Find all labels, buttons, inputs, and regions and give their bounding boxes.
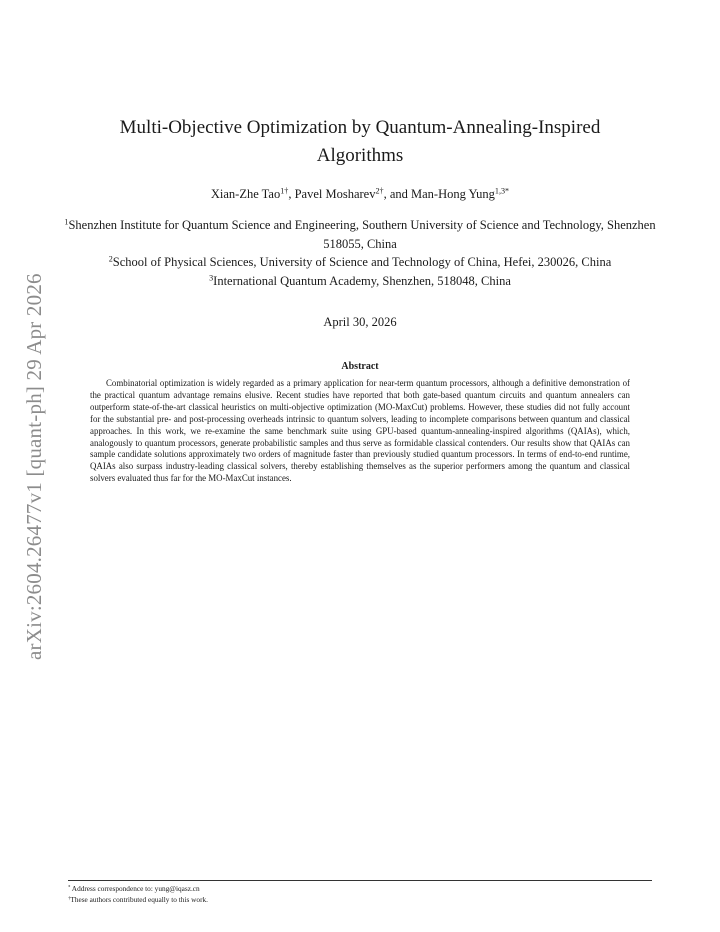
affiliation-text: Shenzhen Institute for Quantum Science and Engineering, Southern University of Science and Technology, Shenzhen 518055, China — [68, 218, 656, 251]
abstract-body: Combinatorial optimization is widely regarded as a primary application for near-term quantum processors, although a definitive demonstration of the practical quantum advantage remains elusive. Recent studies have reported that both gate-based quantum circuits and quantum annealers can outperform state-of-the-art classical heuristics on multi-objective optimization (MO-MaxCut) problems. However, these studies did not fully account for the substantial pre- and post-processing overheads intrinsic to quantum solvers, leading to incomplete comparisons between quantum and classical approaches. In this work, we re-examine the same benchmark suite using GPU-based quantum-annealing-inspired algorithms (QAIAs), which, analogously to quantum processors, generate probabilistic samples and thus serve as formidable classical contenders. Our results show that QAIAs can sample candidate solutions approximately two orders of magnitude faster than previously studied quantum processors. In terms of end-to-end runtime, QAIAs also surpass industry-leading classical solvers, thereby establishing themselves as the superior performers among the quantum and classical solvers evaluated thus far for the MO-MaxCut instances. — [90, 378, 630, 484]
author-affiliation-mark: 1,3* — [494, 186, 510, 196]
footnote-item — [68, 895, 652, 906]
arxiv-identifier-stamp: arXiv:2604.26477v1 [quant-ph] 29 Apr 2026 — [21, 273, 46, 660]
footnote-mark: † — [68, 895, 71, 901]
abstract-heading: Abstract — [341, 361, 379, 372]
paper-title: Multi-Objective Optimization by Quantum-Annealing-Inspired Algorithms — [119, 117, 601, 166]
footnote-mark: * — [68, 885, 71, 891]
affiliation-item — [60, 216, 660, 253]
footnote-item — [68, 884, 652, 895]
affiliation-list — [60, 216, 660, 290]
author-name: Man-Hong Yung — [411, 187, 495, 201]
affiliation-item — [60, 272, 660, 291]
author-separator: , — [288, 187, 295, 201]
author-affiliation-mark: 2† — [375, 186, 384, 196]
author-affiliation-mark: 1† — [280, 186, 289, 196]
affiliation-mark: 3 — [209, 273, 214, 283]
author-separator: , and — [383, 187, 412, 201]
footnotes — [68, 884, 652, 905]
footnote-text: These authors contributed equally to this work. — [70, 894, 208, 904]
author-name: Xian-Zhe Tao — [210, 187, 281, 201]
publication-date: April 30, 2026 — [323, 315, 397, 329]
affiliation-mark: 2 — [108, 254, 113, 264]
author-name: Pavel Mosharev — [294, 187, 376, 201]
affiliation-item — [60, 253, 660, 272]
affiliation-text: International Quantum Academy, Shenzhen, 518048, China — [213, 273, 511, 288]
affiliation-text: School of Physical Sciences, University of Science and Technology of China, Hefei, 230026, China — [112, 255, 612, 269]
footnote-divider — [68, 880, 652, 881]
footnote-text: Address correspondence to: yung@iqasz.cn — [70, 884, 200, 893]
affiliation-mark: 1 — [64, 217, 69, 227]
author-list — [80, 185, 640, 203]
